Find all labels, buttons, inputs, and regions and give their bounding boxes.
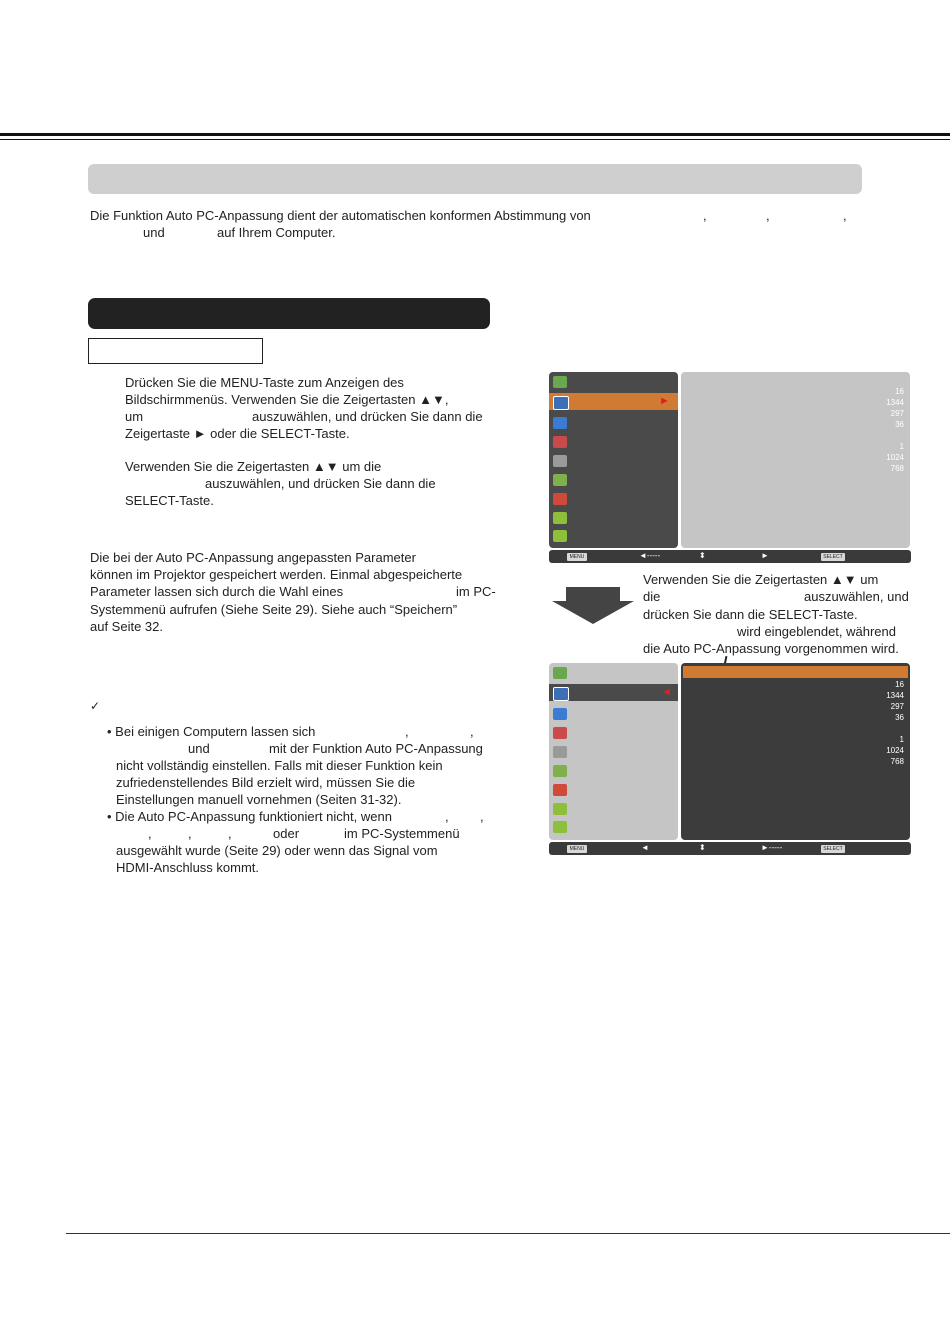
image-select-icon[interactable] [553,708,567,720]
store-line1: Die bei der Auto PC-Anpassung angepassten Parameter [90,550,416,565]
setting-icon[interactable] [553,784,567,796]
menu-icon-column [549,663,678,840]
value: 1024 [886,453,904,462]
input-icon[interactable] [553,667,567,679]
value: 768 [890,464,904,473]
osd-menu-screen-1 [549,372,911,564]
step1-line1: Drücken Sie die MENU-Taste zum Anzeigen des [125,375,404,390]
value: 297 [890,409,904,418]
note-b2-l3: ausgewählt wurde (Seite 29) oder wenn das Signal vom [116,843,438,858]
pc-adjust-icon[interactable] [553,687,569,701]
footer-rule [66,1233,950,1234]
right-arrow-icon: ► [659,395,670,407]
intro-comma: , [703,208,707,223]
pc-adjust-icon[interactable] [553,396,569,410]
value: 1024 [886,746,904,755]
procedure-label-box [88,338,263,364]
step1-line3a: um [125,409,144,424]
screen-icon[interactable] [553,746,567,758]
callout-line5: die Auto PC-Anpassung vorgenommen wird. [643,641,899,656]
note-b1-l3: nicht vollständig einstellen. Falls mit dieser Funktion kein [116,758,443,773]
note-comma: , [445,809,449,824]
note-comma: , [405,724,409,739]
value: 297 [890,702,904,711]
value: 1 [899,735,904,744]
note-b1-l4: zufriedenstellendes Bild erzielt wird, müssen Sie die [116,775,416,790]
note-comma: , [480,809,484,824]
intro-comma: , [766,208,770,223]
select-key: SELECT [821,845,845,853]
store-line4: Systemmenü aufrufen (Siehe Seite 29). Siehe auch “Speichern” [90,602,458,617]
note-comma: , [470,724,474,739]
value: 1344 [886,398,904,407]
menu-guide-bar [549,550,911,563]
step2-line2: auszuwählen, und drücken Sie dann die [205,476,436,491]
sound-icon[interactable] [553,474,567,486]
note-b2-l4: HDMI-Anschluss kommt. [116,860,260,875]
intro-und: und [143,225,165,240]
callout-line3: drücken Sie dann die SELECT-Taste. [643,607,858,622]
callout-line1: Verwenden Sie die Zeigertasten ▲▼ um [643,572,879,587]
note-b1-l2a: und [188,741,210,756]
check-icon: ✓ [90,699,101,713]
left-arrow-icon: ◄ [661,686,672,698]
menu-guide-bar [549,842,911,855]
store-line5: auf Seite 32. [90,619,163,634]
step1-line3b: auszuwählen, und drücken Sie dann die [252,409,483,424]
value: 16 [895,680,904,689]
updown-key-guide: ⬍ [699,551,706,560]
value: 768 [890,757,904,766]
menu-icon-column [549,372,678,548]
store-line3a: Parameter lassen sich durch die Wahl eines [90,584,344,599]
step2-line3: SELECT-Taste. [125,493,214,508]
setting-icon[interactable] [553,493,567,505]
image-select-icon[interactable] [553,417,567,429]
select-key: SELECT [821,553,845,561]
header-rule [0,133,950,136]
screen-icon[interactable] [553,455,567,467]
down-arrow-icon [552,587,634,625]
menu-key: MENU [567,553,587,561]
updown-key-guide: ⬍ [699,843,706,852]
intro-line-1: Die Funktion Auto PC-Anpassung dient der automatischen konformen Abstimmung von [90,208,591,223]
value: 1344 [886,691,904,700]
input-icon[interactable] [553,376,567,388]
left-key-guide: ◄----- [639,551,661,560]
right-key-guide: ►----- [761,843,783,852]
store-line3b: im PC- [456,584,496,599]
step2-line1: Verwenden Sie die Zeigertasten ▲▼ um die [125,459,382,474]
section-title-bar [88,164,862,194]
intro-comma: , [843,208,847,223]
store-line2: können im Projektor gespeichert werden. Einmal abgespeicherte [90,567,463,582]
left-key-guide: ◄ [641,843,649,852]
sound-icon[interactable] [553,765,567,777]
note-comma: , [228,826,232,841]
image-adjust-icon[interactable] [553,727,567,739]
value-total-dots: 16 [895,387,904,396]
right-key-guide: ► [761,551,769,560]
network-icon[interactable] [553,821,567,833]
subsection-title-bar [88,298,490,329]
value: 36 [895,420,904,429]
note-b1-l1a: • Bei einigen Computern lassen sich [107,724,316,739]
network-icon[interactable] [553,530,567,542]
menu-value-panel [681,663,910,840]
note-b1-l2b: mit der Funktion Auto PC-Anpassung [269,741,483,756]
menu-key: MENU [567,845,587,853]
callout-line2b: auszuwählen, und [804,589,909,604]
note-b2-oder: oder [273,826,300,841]
callout-line4: wird eingeblendet, während [737,624,896,639]
info-icon[interactable] [553,803,567,815]
header-rule-thin [0,139,950,140]
step1-line2: Bildschirmmenüs. Verwenden Sie die Zeigertasten ▲▼, [125,392,449,407]
osd-menu-screen-2 [549,663,911,856]
auto-pc-adj-highlight[interactable] [683,666,908,678]
value: 36 [895,713,904,722]
step1-line4: Zeigertaste ► oder die SELECT-Taste. [125,426,350,441]
value: 1 [899,442,904,451]
menu-value-panel [681,372,910,548]
intro-line-2: auf Ihrem Computer. [217,225,336,240]
note-comma: , [188,826,192,841]
image-adjust-icon[interactable] [553,436,567,448]
note-comma: , [148,826,152,841]
note-b2-l2e: im PC-Systemmenü [344,826,460,841]
note-b1-l5: Einstellungen manuell vornehmen (Seiten 31-32). [116,792,402,807]
note-b2-l1a: • Die Auto PC-Anpassung funktioniert nicht, wenn [107,809,392,824]
callout-line2a: die [643,589,661,604]
info-icon[interactable] [553,512,567,524]
